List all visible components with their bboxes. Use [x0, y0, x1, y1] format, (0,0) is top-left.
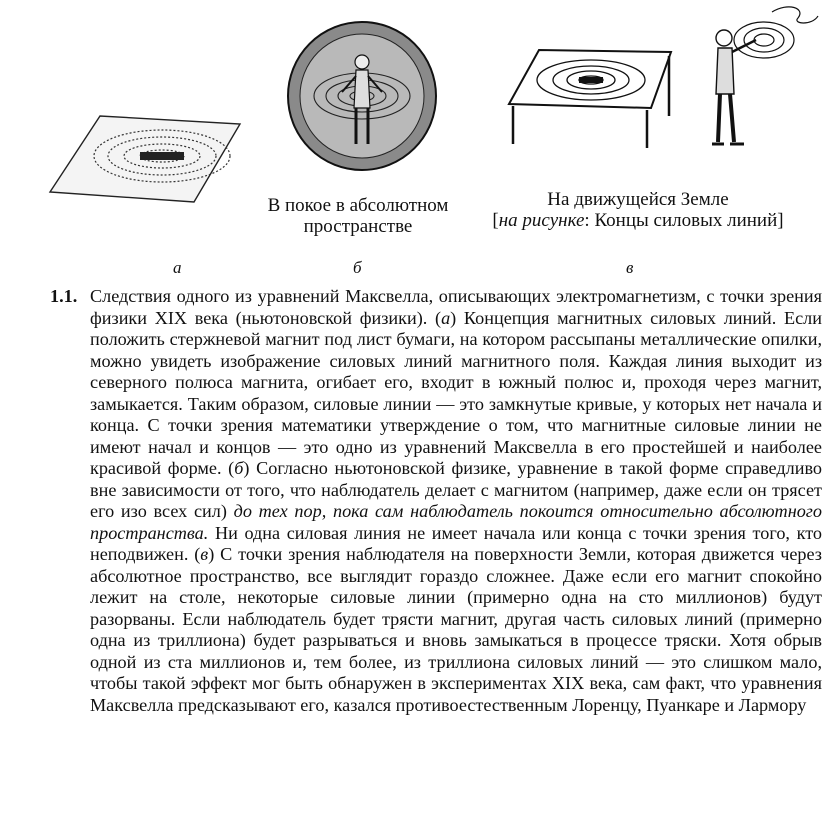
caption-ref-b: б	[234, 458, 244, 478]
caption-ref-a: а	[441, 307, 451, 328]
figure-number: 1.1.	[50, 286, 78, 306]
caption-part-3: ) Согласно ньютоновской физике, уравнение в такой форме справедливо вне зависимости от того, что наблюдатель делает с магнитом (например, даже если он трясет его изо всех сил)	[90, 458, 822, 521]
caption-part-1: Следствия одного из уравнений Максвелла, описывающих электромагнетизм, с точки зрения физики XIX века (ньютоновской физики). (	[90, 286, 822, 328]
caption-italic-phrase: до тех пор, пока сам наблюдатель покоится относительно абсолютного пространства.	[90, 501, 822, 543]
panel-letter-a: а	[173, 258, 182, 277]
figure-b-sphere-at-rest	[286, 4, 438, 186]
caption-italic: на рисунке	[498, 210, 585, 231]
figure-c-table-with-magnet	[505, 24, 673, 154]
bracket-open: [	[492, 210, 499, 231]
figure-c-caption	[470, 189, 806, 231]
figure-b-caption-line-1: В покое в абсолютном	[267, 195, 449, 216]
figure-a-paper-with-filings	[44, 108, 244, 204]
figure-b-caption	[250, 195, 466, 237]
figure-c-caption-line-1: На движущейся Земле	[547, 189, 729, 210]
figure-c-man-shaking-magnet	[702, 2, 832, 158]
caption-part-4: Ни одна силовая линия не имеет начала или конца с точки зрения того, кто неподвижен. (	[90, 522, 822, 564]
figure-c-caption-line-2	[470, 210, 806, 231]
caption-part-5: ) С точки зрения наблюдателя на поверхности Земли, которая движется через абсолютное пространство, все выглядит гораздо сложнее. Даже если его магнит спокойно лежит на столе, некоторые силовые линии (примерно одна на сто миллионов) будут разорваны. Если наблюдатель будет трясти магнит, другая часть силовых линий (примерно одна из триллиона) будет разрываться и вновь замыкаться в процессе тряски. Хотя обрыв одной из ста миллионов и, тем более, из триллиона силовых линий — это слишком мало, чтобы такой эффект мог быть обнаружен в экспериментах XIX века, сам факт, что уравнения Максвелла предсказывают его, казался противоестественным Лоренцу, Пуанкаре и Лармору	[90, 544, 822, 715]
panel-letter-b: б	[353, 258, 362, 277]
figure-b-caption-line-2: пространстве	[303, 216, 413, 237]
caption-ref-c: в	[200, 544, 209, 564]
caption-part-2: ) Концепция магнитных силовых линий. Если положить стержневой магнит под лист бумаги, на котором рассыпаны металлические опилки, можно увидеть изображение силовых линий магнитного поля. Каждая линия выходит из северного полюса магнита, огибает его, входит в южный полюс и, проходя через магнит, замыкается. Таким образом, силовые линии — это замкнутые кривые, у которых нет начала и конца. С точки зрения математики утверждение о том, что магнитные силовые линии не имеют начал и концов — это одно из уравнений Максвелла в его простейшей и наиболее красивой форме. (	[90, 307, 822, 478]
caption-rest: : Концы силовых линий]	[584, 210, 784, 231]
panel-letter-c: в	[626, 258, 634, 277]
figure-caption-text	[50, 286, 822, 716]
caption-body	[90, 286, 822, 716]
